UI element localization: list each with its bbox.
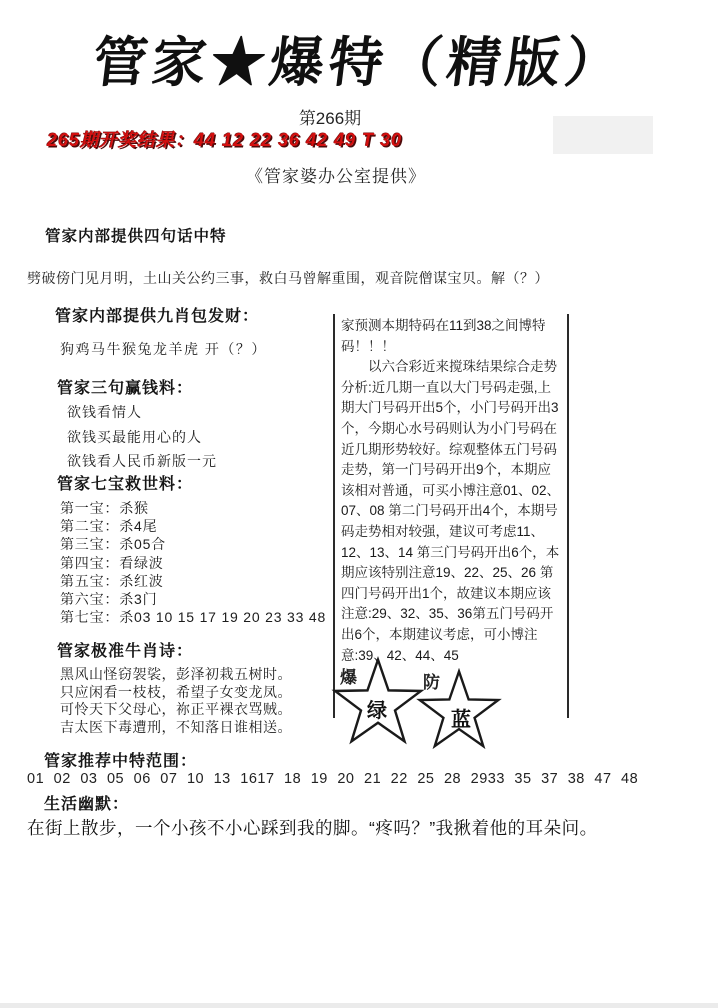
prediction-analysis: 以六合彩近来搅珠结果综合走势分析:近几期一直以大门号码走强,上期大门号码开出5个，小门号码开出3个，今期心水号码则认为小门号码在近几期形势较好。综观整体五门号码走势，第一门号码开出9个，本期应该相对普通，可买小博注意01、02、07、08 第二门号码开出4个，本期号码走势相对较强，建议可考虑11、12、13、14 第三门号码开出6个，本期应该特别注意19、22、25、26 第四门号码开出1个，故建议本期应该注意:29、32、35、36第五门号码开出6个，本期建议考虑，可小博注意:39、42、44、45	[341, 359, 561, 663]
section-header-nine-zodiac: 管家内部提供九肖包发财：	[55, 308, 260, 325]
poem-line: 黑风山怪窃袈裟，彭泽初栽五树时。	[60, 666, 292, 682]
section-header-three-money: 管家三句赢钱料：	[57, 380, 194, 397]
burst-wave-value: 绿	[367, 700, 387, 722]
footer-strip	[0, 1003, 718, 1008]
defend-wave-value: 蓝	[451, 709, 471, 731]
burst-label: 爆	[340, 668, 357, 687]
list-item: 第五宝：杀红波	[60, 572, 164, 589]
list-item: 第四宝：看绿波	[60, 554, 164, 571]
issue-number: 第266期	[298, 109, 362, 128]
list-item: 第二宝：杀4尾	[60, 518, 158, 535]
list-item: 第六宝：杀3门	[60, 591, 158, 608]
seven-treasures-list	[60, 499, 326, 626]
list-item: 第七宝：杀03 10 15 17 19 20 23 33 48	[60, 609, 327, 626]
list-item: 欲钱看人民币新版一元	[67, 453, 217, 469]
provider-line: 《管家婆办公室提供》	[246, 167, 426, 186]
previous-draw-result: 265期开奖结果：44 12 22 36 42 49 T 30	[47, 130, 403, 150]
list-item: 欲钱看情人	[67, 404, 142, 420]
list-item: 第一宝：杀猴	[60, 500, 149, 516]
section-header-life-humor: 生活幽默：	[44, 796, 130, 813]
section-header-seven-treasures: 管家七宝救世料：	[57, 476, 194, 493]
defend-label: 防	[423, 673, 440, 692]
prediction-headline: 家预测本期特码在11到38之间博特码！！！	[341, 318, 546, 354]
recommend-range-numbers: 01 02 03 05 06 07 10 13 1617 18 19 20 21 22 25 28 2933 35 37 38 47 48	[27, 771, 639, 787]
three-money-list	[67, 400, 217, 474]
section-header-four-sentence: 管家内部提供四句话中特	[45, 228, 227, 245]
list-item: 欲钱买最能用心的人	[67, 428, 202, 445]
life-humor-content: 在街上散步，一个小孩不小心踩到我的脚。“疼吗？”我揪着他的耳朵问。	[27, 818, 598, 838]
four-sentence-content: 劈破傍门见月明，土山关公约三事，救白马曾解重围，观音院僧谋宝贝。解（？）	[27, 270, 549, 286]
poem-line: 可怜天下父母心，祢正平裸衣骂贼。	[60, 701, 292, 718]
nine-zodiac-content: 狗鸡马牛猴兔龙羊虎 开（？）	[60, 341, 267, 357]
poem-line: 吉太医下毒遭刑，不知落日谁相送。	[60, 718, 292, 735]
page-title: 管家★爆特（精版）	[89, 30, 628, 94]
poem-line: 只应闲看一枝枝，希望子女变龙凤。	[60, 683, 292, 700]
section-header-recommend-range: 管家推荐中特范围：	[44, 753, 198, 770]
zodiac-poem	[60, 666, 292, 736]
list-item: 第三宝：杀05合	[60, 536, 166, 553]
section-header-zodiac-poem: 管家极准牛肖诗：	[57, 643, 194, 660]
